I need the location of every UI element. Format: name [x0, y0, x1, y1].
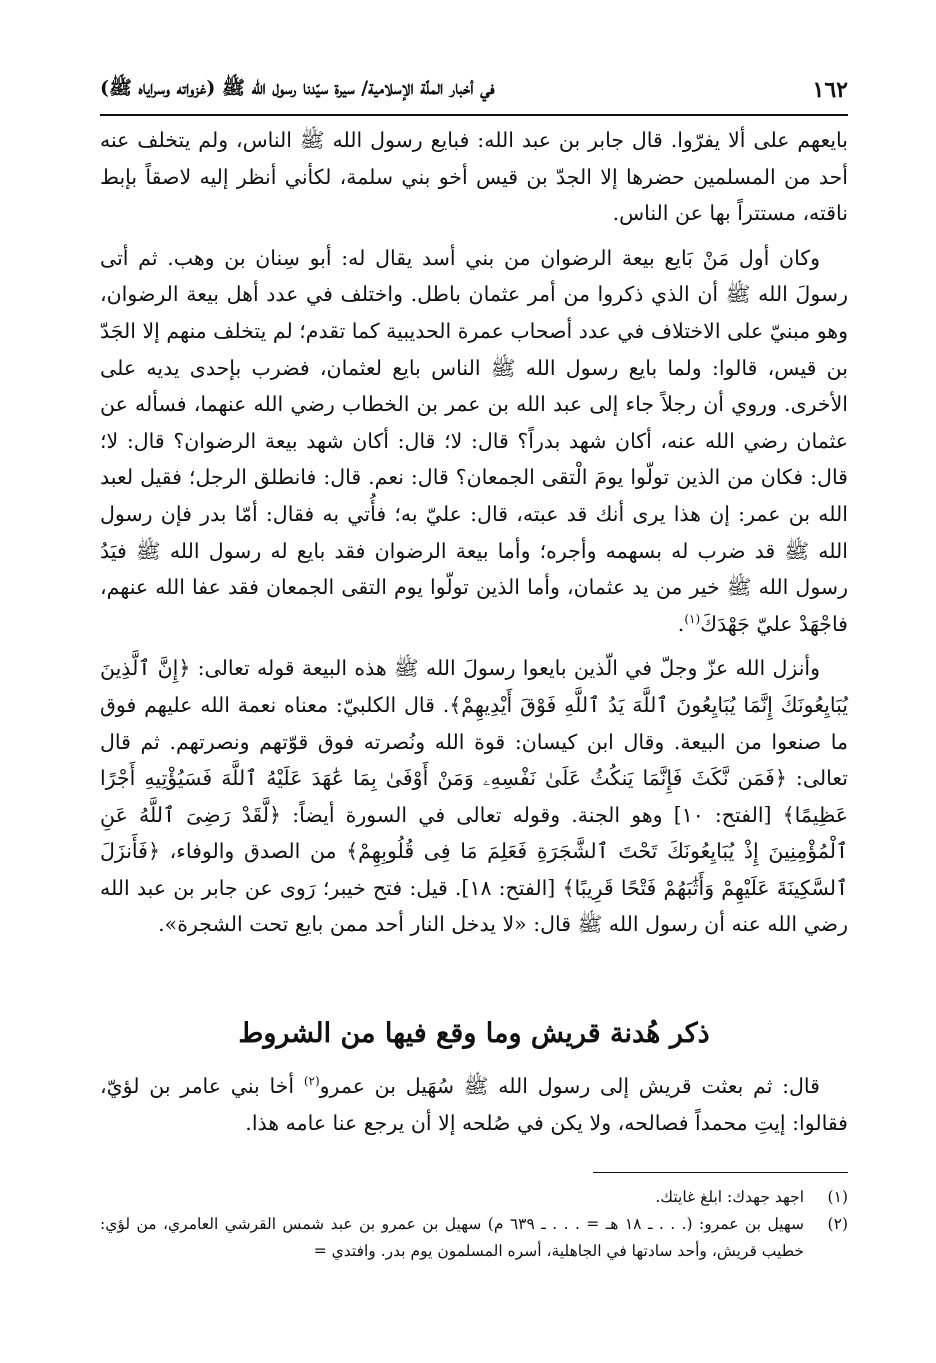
- paragraph: [100, 122, 848, 232]
- footnote-text: اجهد جهدك: ابلغ غايتك.: [655, 1188, 804, 1206]
- paragraph: وكان أول مَنْ بَايع بيعة الرضوان من بني أسد يقال له: أبو سِنان بن وهب. ثم أتى رسولَ الله ﷺ أن الذي ذكروا من أمر عثمان باطل. واختلف في عدد أهل بيعة الرضوان، وهو مبنيّ على الاختلاف في عدد أصحاب عمرة الحديبية كما تقدم؛ لم يتخلف منهم إلا الجَدّ بن قيس، قالوا: ولما بايع رسول الله ﷺ الناس بايع لعثمان، فضرب بإحدى يديه على الأخرى. وروي أن رجلاً جاء إلى عبد الله بن عمر بن الخطاب رضي الله عنهما، فسأله عن عثمان رضي الله عنه، أكان شهد بدراً؟ قال: لا؛ قال: أكان شهد بيعة الرضوان؟ قال: لا؛ قال: فكان من الذين تولّوا يومَ الْتقى الجمعان؟ قال: نعم. قال: فانطلق الرجل؛ فقيل لعبد الله بن عمر: إن هذا يرى أنك قد عبته، قال: عليّ به؛ فأُتي به فقال: أمّا بدر فإن رسول الله ﷺ قد ضرب له بسهمه وأجره؛ وأما بيعة الرضوان فقد بايع له رسول الله ﷺ فيَدُ رسول الله ﷺ خير من يد عثمان، وأما الذين تولّوا يوم التقى الجمعان فقد عفا الله عنهم، فاجْهَدْ عليّ جَهْدَكَ$^{(١)}$.: [100, 245, 848, 636]
- page-number: ١٦٢: [812, 77, 848, 103]
- paragraph: [100, 650, 848, 943]
- main-text: [100, 122, 848, 951]
- page-header: [100, 70, 848, 110]
- paragraph-text: بايعهم على ألا يفرّوا. قال جابر بن عبد الله: فبايع رسول الله ﷺ الناس، ولم يتخلف عنه أحد من المسلمين حضرها إلا الجدّ بن قيس أخو بني سلمة، لكأني أنظر إليه لاصقاً بإبط ناقته، مستتراً بها عن الناس.: [100, 128, 848, 226]
- footnote: [100, 1184, 848, 1211]
- paragraph-text: وأنزل الله عزّ وجلّ في الّذين بايعوا رسولَ الله ﷺ هذه البيعة قوله تعالى: ﴿إِنَّ ٱلَّذِينَ يُبَايِعُونَكَ إِنَّمَا يُبَايِعُونَ ٱللَّهَ يَدُ ٱللَّهِ فَوْقَ أَيْدِيهِمْ﴾. قال الكلبيّ: معناه نعمة الله عليهم فوق ما صنعوا من البيعة. وقال ابن كيسان: قوة الله ونُصرته فوق قوّتهم ونصرتهم. ثم قال تعالى: ﴿فَمَن نَّكَثَ فَإِنَّمَا يَنكُثُ عَلَىٰ نَفْسِهِۦ وَمَنْ أَوْفَىٰ بِمَا عَٰهَدَ عَلَيْهُ ٱللَّهَ فَسَيُؤْتِيهِ أَجْرًا عَظِيمًا﴾ [الفتح: ١٠] وهو الجنة. وقوله تعالى في السورة أيضاً: ﴿لَّقَدْ رَضِىَ ٱللَّهُ عَنِ ٱلْمُؤْمِنِينَ إِذْ يُبَايِعُونَكَ تَحْتَ ٱلشَّجَرَةِ فَعَلِمَ مَا فِى قُلُوبِهِمْ﴾ من الصدق والوفاء، ﴿فَأَنزَلَ ٱلسَّكِينَةَ عَلَيْهِمْ وَأَثَٰبَهُمْ فَتْحًا قَرِيبًا﴾ [الفتح: ١٨]. قيل: فتح خيبر؛ رَوى عن جابر بن عبد الله رضي الله عنه أن رسول الله ﷺ قال: «لا يدخل النار أحد ممن بايع تحت الشجرة».: [100, 656, 848, 937]
- paragraph-text: قال: ثم بعثت قريش إلى رسول الله ﷺ سُهَيل بن عمرو: [319, 1074, 820, 1098]
- footnote-number: (٢): [827, 1215, 848, 1233]
- running-title: في أخبار الملّة الإسلامية/ سيرة سيّدنا رسول الله ﷺ (غزواته وسراياه ﷺ): [100, 77, 495, 99]
- section-text: [100, 1068, 848, 1149]
- footnote-number: (١): [827, 1188, 848, 1206]
- paragraph-text: أخا بني عامر بن لؤيّ، فقالوا: إيتِ محمداً فصالحه، ولا يكن في صُلحه إلا أن يرجع عنا عامه هذا.: [100, 1074, 848, 1135]
- footnote-mark-1: (١): [684, 611, 701, 626]
- footnote-mark-2: (٢): [303, 1074, 320, 1089]
- footnotes: [100, 1184, 848, 1265]
- section-heading: ذكر هُدنة قريش وما وقع فيها من الشروط: [238, 1018, 710, 1049]
- paragraph-text: وكان أول مَنْ بَايع بيعة الرضوان من بني أسد يقال له: أبو سِنان بن وهب. ثم أتى رسولَ الله ﷺ أن الذي ذكروا من أمر عثمان باطل. واختلف في عدد أهل بيعة الرضوان، وهو مبنيّ على الاختلاف في عدد أصحاب عمرة الحديبية كما تقدم؛ لم يتخلف منهم إلا الجَدّ بن قيس، قالوا: ولما بايع رسول الله ﷺ الناس بايع لعثمان، فضرب بإحدى يديه على الأخرى. وروي أن رجلاً جاء إلى عبد الله بن عمر بن الخطاب رضي الله عنهما، فسأله عن عثمان رضي الله عنه، أكان شهد بدراً؟ قال: لا؛ قال: أكان شهد بيعة الرضوان؟ قال: لا؛ قال: فكان من الذين تولّوا يومَ الْتقى الجمعان؟ قال: نعم. قال: فانطلق الرجل؛ فقيل لعبد الله بن عمر: إن هذا يرى أنك قد عبته، قال: عليّ به؛ فأُتي به فقال: أمّا بدر فإن رسول الله ﷺ قد ضرب له بسهمه وأجره؛ وأما بيعة الرضوان فقد بايع له رسول الله ﷺ فيَدُ رسول الله ﷺ خير من يد عثمان، وأما الذين تولّوا يوم التقى الجمعان فقد عفا الله عنهم، فاجْهَدْ عليّ جَهْدَكَ: [100, 245, 848, 636]
- paragraph: [100, 1068, 848, 1141]
- footnote-rule: [593, 1172, 848, 1173]
- footnote-text: سهيل بن عمرو: (. . . ـ ١٨ هـ = . . . ـ ٦٣٩ م) سهيل بن عمرو بن عبد شمس القرشي العامري، من لؤي: خطيب قريش، وأحد سادتها في الجاهلية، أسره المسلمون يوم بدر. وافتدي =: [100, 1215, 804, 1260]
- header-rule: [100, 114, 848, 116]
- footnote: [100, 1211, 848, 1265]
